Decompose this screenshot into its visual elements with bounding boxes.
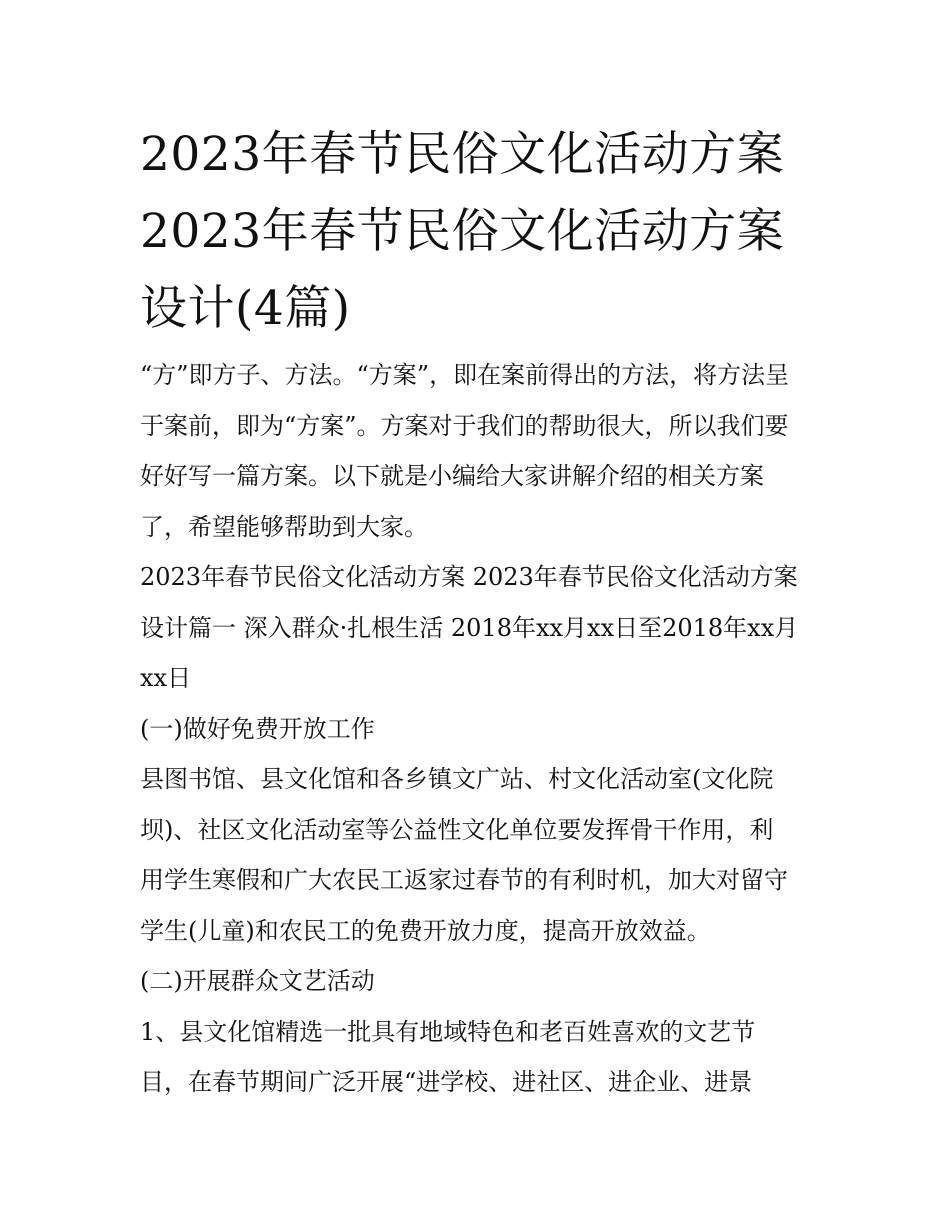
document-body: [140, 350, 820, 1108]
text-line: 目，在春节期间广泛开展“进学校、进社区、进企业、进景: [140, 1068, 753, 1096]
text-line: (二)开展群众文艺活动: [140, 967, 375, 995]
section-intro-paragraph: [140, 552, 820, 704]
text-line: 设计篇一 深入群众·扎根生活 2018年xx月xx日至2018年xx月: [140, 613, 799, 642]
document-title: [140, 116, 820, 347]
text-line: 学生(儿童)和农民工的免费开放力度，提高开放效益。: [140, 916, 711, 945]
text-line: 县图书馆、县文化馆和各乡镇文广站、村文化活动室(文化院: [140, 765, 774, 793]
section-heading-2: [140, 956, 820, 1007]
body-paragraph: [140, 754, 820, 956]
title-line: 设计(4篇): [140, 281, 351, 336]
title-line: 2023年春节民俗文化活动方案: [140, 127, 785, 182]
text-line: 好好写一篇方案。以下就是小编给大家讲解介绍的相关方案: [140, 462, 764, 490]
section-heading-1: [140, 704, 820, 755]
intro-paragraph: [140, 350, 820, 552]
text-line: 1、县文化馆精选一批具有地域特色和老百姓喜欢的文艺节: [140, 1017, 756, 1046]
body-paragraph: [140, 1007, 820, 1108]
text-line: 于案前，即为“方案”。方案对于我们的帮助很大，所以我们要: [140, 411, 789, 440]
document-content: [140, 116, 820, 1108]
text-line: 了，希望能够帮助到大家。: [140, 512, 428, 541]
title-line: 2023年春节民俗文化活动方案: [140, 204, 785, 259]
text-line: 用学生寒假和广大农民工返家过春节的有利时机，加大对留守: [140, 866, 788, 894]
text-line: 坝)、社区文化活动室等公益性文化单位要发挥骨干作用，利: [140, 815, 774, 844]
text-line: xx日: [140, 664, 192, 692]
text-line: (一)做好免费开放工作: [140, 714, 375, 743]
text-line: “方”即方子、方法。“方案”，即在案前得出的方法，将方法呈: [140, 361, 790, 389]
text-line: 2023年春节民俗文化活动方案 2023年春节民俗文化活动方案: [140, 563, 798, 591]
